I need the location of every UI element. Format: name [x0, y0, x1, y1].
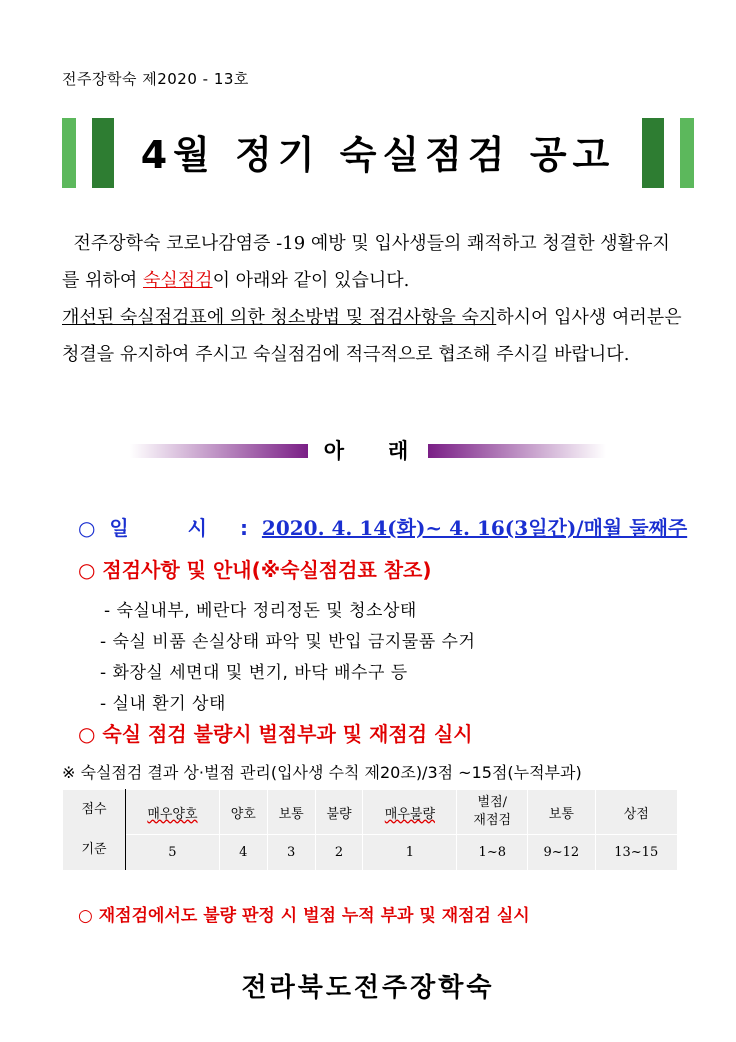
table-cell: 1~8: [457, 835, 528, 871]
schedule-value: 2020. 4. 14(화)~ 4. 16(3일간)/매월 둘째주: [261, 516, 688, 540]
table-header-cell: 보통: [267, 790, 315, 835]
table-cell: 1: [363, 835, 457, 871]
section-header-label: 아 래: [323, 439, 413, 463]
table-header-cell: 상점: [595, 790, 678, 835]
intro-text: 하시어 입사생 여러분은 청결을 유지하여 주시고 숙실점검에 적극적으로 협조해 주시길 바랍니다.: [62, 307, 682, 365]
green-bar-decoration: [642, 118, 664, 188]
section-header: [130, 437, 606, 465]
table-header-cell: 불량: [315, 790, 363, 835]
intro-text: 이 아래와 같이 있습니다.: [212, 270, 410, 291]
check-item: - 숙실내부, 베란다 정리정돈 및 청소상태: [104, 601, 417, 621]
table-cell: 2: [315, 835, 363, 871]
table-row: [63, 790, 678, 835]
check-item: - 화장실 세면대 및 변기, 바닥 배수구 등: [100, 663, 408, 683]
table-header-cell: 매우불량: [363, 790, 457, 835]
check-item: - 실내 환기 상태: [100, 694, 226, 714]
intro-paragraph: [62, 225, 682, 373]
gradient-bar-left: [130, 444, 308, 458]
organization-footer: 전라북도전주장학숙: [241, 973, 495, 1003]
table-row-header: 점수 기준: [63, 790, 126, 871]
final-note: ○ 재점검에서도 불량 판정 시 벌점 누적 부과 및 재점검 실시: [78, 906, 530, 926]
check-items-heading: ○ 점검사항 및 안내(※숙실점검표 참조): [78, 558, 432, 582]
schedule-line: [78, 512, 687, 541]
check-item: - 숙실 비품 손실상태 파악 및 반입 금지물품 수거: [100, 632, 476, 652]
bullet: ○: [78, 516, 96, 540]
table-row: [63, 835, 678, 871]
score-table: [62, 789, 678, 871]
page-title: 4월 정기 숙실점검 공고: [140, 133, 616, 177]
score-note: ※ 숙실점검 결과 상·벌점 관리(입사생 수칙 제20조)/3점 ~15점(누적부과): [62, 763, 582, 782]
schedule-label: 일 시: [109, 516, 233, 540]
title-banner: [62, 118, 694, 188]
table-header-cell: 벌점/ 재점검: [457, 790, 528, 835]
table-cell: 13~15: [595, 835, 678, 871]
schedule-colon: :: [239, 516, 248, 540]
gradient-bar-right: [428, 444, 606, 458]
table-header-cell: 보통: [528, 790, 595, 835]
table-cell: 3: [267, 835, 315, 871]
intro-text: 전주장학숙 코로나감염증 -19 예방 및 입사생들의 쾌적하고 청결한 생활유지를 위하여: [62, 233, 670, 291]
intro-underlined: 개선된 숙실점검표에 의한 청소방법 및 점검사항을 숙지: [62, 307, 497, 328]
penalty-heading: ○ 숙실 점검 불량시 벌점부과 및 재점검 실시: [78, 722, 473, 746]
document-number: 전주장학숙 제2020 - 13호: [62, 70, 249, 88]
table-cell: 4: [219, 835, 267, 871]
table-header-cell: 매우양호: [126, 790, 220, 835]
table-cell: 9~12: [528, 835, 595, 871]
table-cell: 5: [126, 835, 220, 871]
intro-highlight: 숙실점검: [143, 270, 213, 291]
green-bar-decoration: [680, 118, 694, 188]
table-header-cell: 양호: [219, 790, 267, 835]
